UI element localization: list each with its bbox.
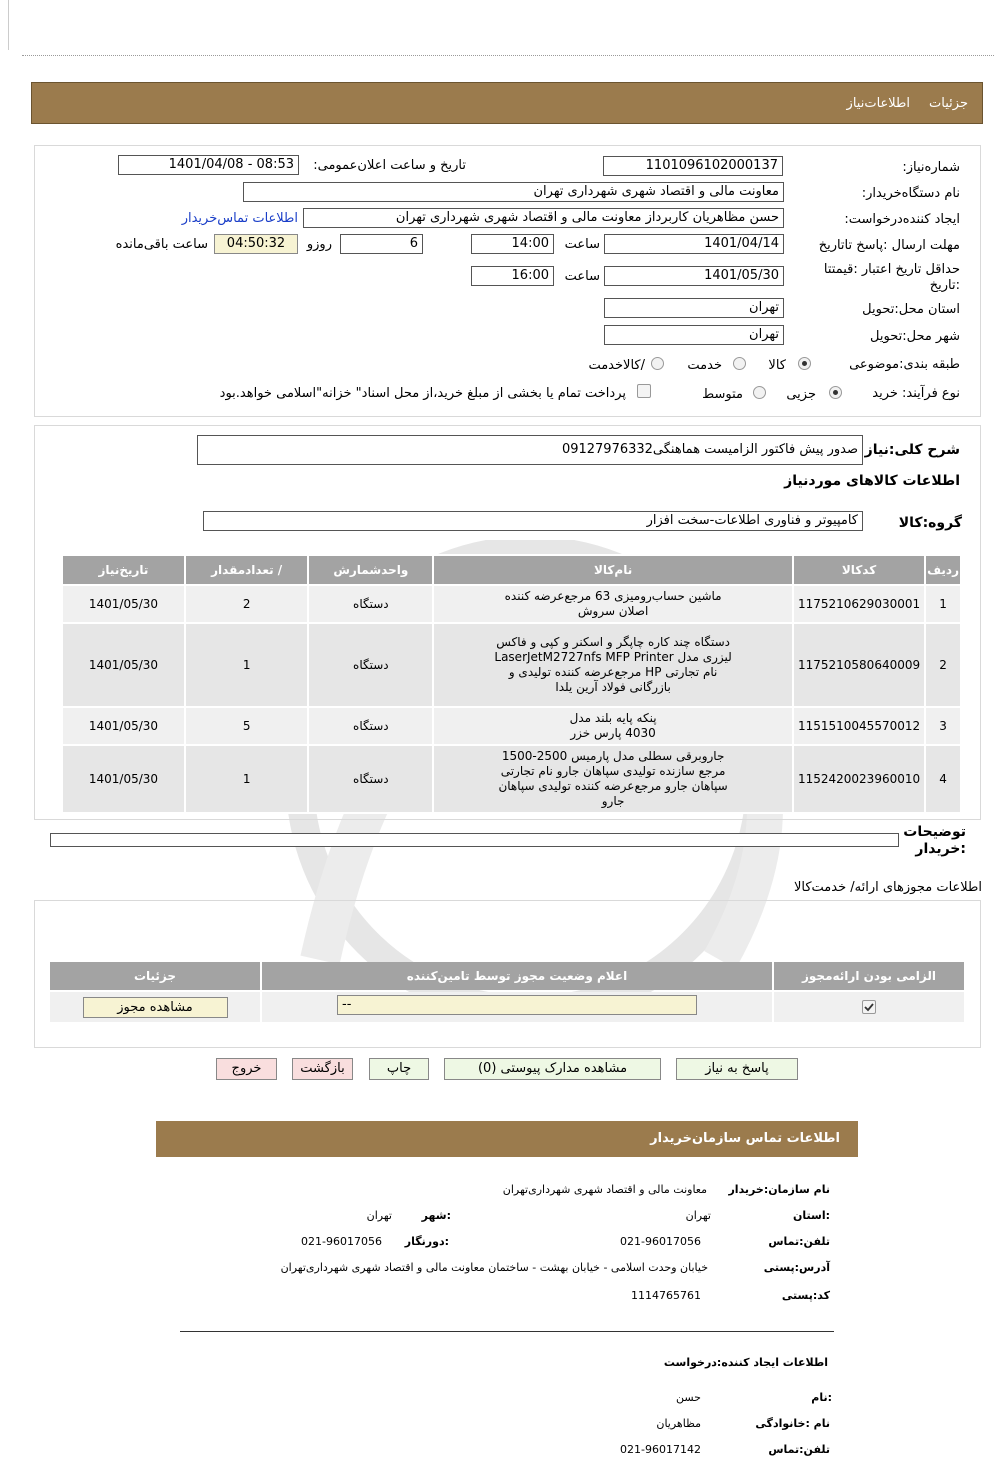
- license-required-cell: [774, 992, 964, 1022]
- category-label: طبقه بندی:موضوعی: [849, 357, 960, 372]
- buyer-field: معاونت مالی و اقتصاد شهری شهرداری تهران: [243, 182, 784, 202]
- deadline-time-field: 14:00: [471, 234, 554, 254]
- fax-value: 021-96017056: [301, 1235, 382, 1248]
- row-qty: 1: [186, 746, 308, 812]
- col-row: ردیف: [926, 556, 960, 584]
- license-section-title: اطلاعات مجوزهای ارائه/ خدمت‌کالا: [793, 880, 982, 895]
- tab-details[interactable]: جزئیات: [929, 96, 968, 111]
- top-divider: [22, 55, 994, 56]
- row-qty: 5: [186, 708, 308, 744]
- license-status-field[interactable]: --: [337, 995, 697, 1015]
- print-button[interactable]: چاپ: [369, 1058, 429, 1080]
- contact-divider: [180, 1331, 834, 1332]
- buyer-label: نام دستگاه‌خریدار:: [861, 186, 960, 201]
- row-code: 1175210629030001: [794, 586, 924, 622]
- city-contact-label: :شهر: [421, 1209, 451, 1222]
- days-label: روزو: [306, 237, 332, 252]
- address-label: آدرس:پستی: [763, 1261, 830, 1274]
- row-code: 1151510045570012: [794, 708, 924, 744]
- process-label: نوع فرآیند: خرید: [872, 386, 960, 401]
- table-row: [63, 586, 960, 622]
- check-icon: [863, 1001, 875, 1013]
- buyer-contact-header: [156, 1121, 858, 1157]
- license-table: [48, 960, 966, 1024]
- validity-date-field: 1401/05/30: [604, 266, 784, 286]
- province-contact-value: تهران: [685, 1209, 711, 1222]
- category-service-radio[interactable]: [733, 357, 746, 370]
- attachments-button[interactable]: مشاهده مدارک پیوستی (0): [444, 1058, 661, 1080]
- postal-label: کد:پستی: [781, 1289, 830, 1302]
- description-field: صدور پیش فاکتور الزامیست هماهنگی09127976332: [197, 435, 863, 465]
- row-qty: 2: [186, 586, 308, 622]
- row-unit: دستگاه: [309, 586, 432, 622]
- deadline-date-field: 1401/04/14: [604, 234, 784, 254]
- col-license-required: الزامی بودن ارائه‌مجوز: [774, 962, 964, 990]
- treasury-payment-checkbox[interactable]: [637, 384, 651, 398]
- row-code: 1175210580640009: [794, 624, 924, 706]
- org-value: معاونت مالی و اقتصاد شهری شهرداری‌تهران: [502, 1183, 707, 1196]
- row-index: 3: [926, 708, 960, 744]
- row-name: ماشین حساب‌رومیزی 63 مرجع‌عرضه کننده اصلان سروش: [434, 586, 792, 622]
- postal-value: 1114765761: [631, 1289, 701, 1302]
- deadline-hour-label: ساعت: [564, 237, 600, 252]
- row-index: 4: [926, 746, 960, 812]
- fax-label: :دورنگار: [404, 1235, 449, 1248]
- row-unit: دستگاه: [309, 746, 432, 812]
- page-edge-line: [8, 0, 9, 50]
- buyer-contact-link[interactable]: اطلاعات تماس‌خریدار: [181, 211, 298, 226]
- row-date: 1401/05/30: [63, 708, 184, 744]
- col-date: تاریخ‌نیاز: [63, 556, 184, 584]
- process-partial-radio[interactable]: [829, 386, 842, 399]
- deadline-label: مهلت ارسال :پاسخ تا‌تاریخ: [818, 238, 960, 253]
- province-label: استان محل:تحویل: [862, 302, 960, 317]
- category-service-label: خدمت: [687, 358, 722, 373]
- category-both-radio[interactable]: [651, 357, 664, 370]
- treasury-payment-note: پرداخت تمام یا بخشی از مبلغ خرید،از محل اسناد" خزانه"اسلامی خواهد.بود: [219, 386, 626, 401]
- announce-date-label: تاریخ و ساعت اعلان‌عمومی:: [313, 158, 466, 173]
- phone-value: 021-96017056: [620, 1235, 701, 1248]
- creator-phone-value: 021-96017142: [620, 1443, 701, 1456]
- goods-group-field: کامپیوتر و فناوری اطلاعات-سخت افزار: [203, 511, 863, 531]
- category-goods-radio[interactable]: [798, 357, 811, 370]
- creator-name-value: حسن: [676, 1391, 701, 1404]
- row-index: 2: [926, 624, 960, 706]
- goods-group-label: گروه:کالا: [898, 515, 962, 531]
- address-value: خیابان وحدت اسلامی - خیابان بهشت - ساختمان معاونت مالی و اقتصاد شهری شهرداری‌تهران: [280, 1261, 708, 1274]
- announce-date-field: 1401/04/08 - 08:53: [118, 155, 299, 175]
- creator-label: ایجاد کننده‌درخواست:: [844, 212, 960, 227]
- description-label: شرح کلی:نیاز: [864, 442, 960, 458]
- col-qty: / تعدادمقدار: [186, 556, 308, 584]
- license-required-checkbox[interactable]: [862, 1000, 876, 1014]
- validity-time-field: 16:00: [471, 266, 554, 286]
- days-field: 6: [340, 234, 423, 254]
- view-license-button[interactable]: مشاهده مجوز: [83, 997, 228, 1018]
- back-button[interactable]: بازگشت: [292, 1058, 353, 1080]
- validity-hour-label: ساعت: [564, 269, 600, 284]
- org-label: نام سازمان:خریدار: [728, 1183, 830, 1196]
- row-name: جاروبرقی سطلی مدل پارمیس 2500-1500 مرجع سازنده تولیدی سپاهان جارو نام تجارتی سپاهان جارو مرجع‌عرضه کننده تولیدی سپاهان جارو: [434, 746, 792, 812]
- row-name: پنکه پایه بلند مدل 4030 پارس خزر: [434, 708, 792, 744]
- col-license-details: جزئیات: [50, 962, 260, 990]
- creator-info-title: اطلاعات ایجاد کننده:درخواست: [663, 1356, 828, 1369]
- goods-info-title: اطلاعات کالاهای موردنیاز: [784, 473, 960, 489]
- table-row: [63, 746, 960, 812]
- col-unit: واحدشمارش: [309, 556, 432, 584]
- row-code: 1152420023960010: [794, 746, 924, 812]
- city-label: شهر محل:تحویل: [870, 329, 960, 344]
- title-bar: [31, 82, 983, 124]
- buyer-contact-title: اطلاعات تماس سازمان‌خریدار: [650, 1131, 840, 1146]
- table-row: [50, 992, 964, 1022]
- buyer-notes-label: توضیحات :خریدار: [903, 824, 966, 857]
- col-name: نام‌کالا: [434, 556, 792, 584]
- col-license-status: اعلام وضعیت مجوز توسط تامین‌کننده: [262, 962, 772, 990]
- province-field: تهران: [604, 298, 784, 318]
- col-code: کدکالا: [794, 556, 924, 584]
- province-contact-label: :استان: [793, 1209, 830, 1222]
- row-unit: دستگاه: [309, 624, 432, 706]
- license-status-cell: [262, 992, 772, 1022]
- process-partial-label: جزیی: [786, 387, 816, 402]
- row-date: 1401/05/30: [63, 624, 184, 706]
- creator-phone-label: تلفن:تماس: [768, 1443, 830, 1456]
- row-date: 1401/05/30: [63, 586, 184, 622]
- need-number-field: 1101096102000137: [603, 156, 783, 176]
- remaining-time-field: 04:50:32: [214, 234, 298, 254]
- need-number-label: شماره‌نیاز:: [902, 160, 960, 175]
- row-unit: دستگاه: [309, 708, 432, 744]
- exit-button[interactable]: خروج: [216, 1058, 277, 1080]
- license-details-cell: [50, 992, 260, 1022]
- buyer-notes-field: [50, 833, 899, 847]
- creator-name-label: :نام: [811, 1391, 832, 1404]
- category-goods-label: کالا: [768, 358, 786, 373]
- city-field: تهران: [604, 325, 784, 345]
- row-name: دستگاه چند کاره چاپگر و اسکنر و کپی و فاکس لیزری مدل LaserJetM2727nfs MFP Printer نام تجارتی HP مرجع‌عرضه کننده تولیدی و بازرگانی فولاد آرین یلدا: [434, 624, 792, 706]
- process-medium-label: متوسط: [702, 387, 743, 402]
- creator-family-label: نام :خانوادگی: [755, 1417, 830, 1430]
- row-date: 1401/05/30: [63, 746, 184, 812]
- reply-button[interactable]: پاسخ به نیاز: [676, 1058, 798, 1080]
- creator-family-value: مظاهریان: [656, 1417, 701, 1430]
- process-medium-radio[interactable]: [753, 386, 766, 399]
- row-index: 1: [926, 586, 960, 622]
- goods-table: [61, 554, 962, 814]
- category-both-label: /کالاخدمت: [588, 358, 645, 373]
- city-contact-value: تهران: [366, 1209, 392, 1222]
- table-row: [63, 624, 960, 706]
- remaining-label: ساعت باقی‌مانده: [115, 237, 208, 252]
- tab-need-info[interactable]: اطلاعات‌نیاز: [846, 96, 910, 111]
- creator-field: حسن مظاهریان کاربرداز معاونت مالی و اقتصاد شهری شهرداری تهران: [303, 208, 784, 228]
- phone-label: تلفن:تماس: [768, 1235, 830, 1248]
- table-row: [63, 708, 960, 744]
- validity-label: حداقل تاریخ اعتبار :قیمتتا :تاریخ: [823, 262, 960, 293]
- row-qty: 1: [186, 624, 308, 706]
